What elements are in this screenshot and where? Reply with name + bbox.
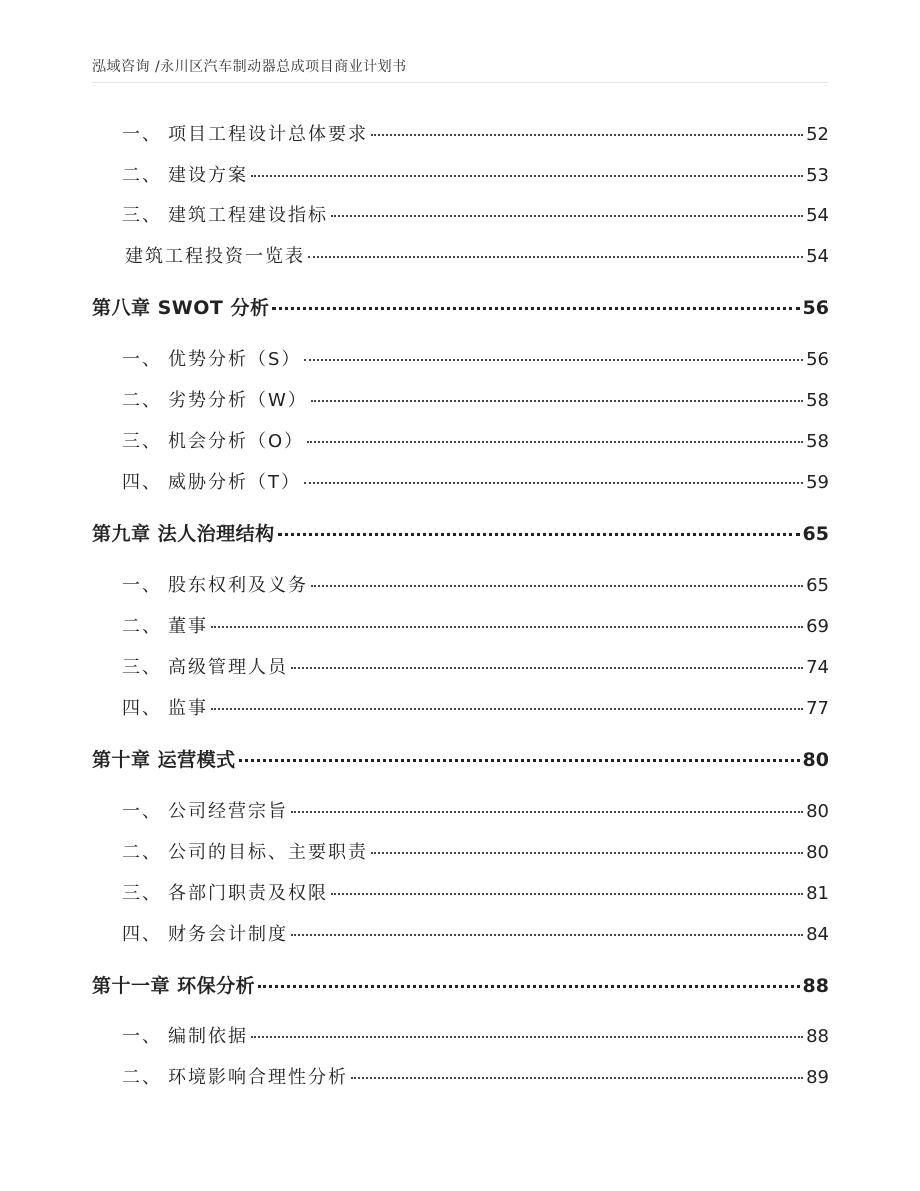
toc-entry-page: 88 <box>806 1026 829 1047</box>
toc-entry-number: 二、 <box>122 390 162 411</box>
toc-chapter-page: 88 <box>802 975 829 997</box>
toc-entry-page: 69 <box>806 616 829 637</box>
toc-entry[interactable] <box>92 656 829 680</box>
toc-chapter-title: 第十章 运营模式 <box>92 749 236 771</box>
toc-entry-page: 56 <box>806 349 829 370</box>
toc-chapter-page: 65 <box>802 523 829 545</box>
toc-entry-page: 80 <box>806 842 829 863</box>
toc-entry-number: 一、 <box>122 124 162 145</box>
toc-entry-page: 54 <box>806 205 829 226</box>
toc-entry[interactable] <box>92 204 829 228</box>
dot-leader <box>272 307 799 310</box>
toc-entry-page: 81 <box>806 883 829 904</box>
toc-entry-page: 77 <box>806 698 829 719</box>
toc-entry-number: 二、 <box>122 842 162 863</box>
toc-entry-title: 建筑工程建设指标 <box>168 205 328 226</box>
toc-entry-title: 股东权利及义务 <box>168 575 308 596</box>
toc-entry-number: 三、 <box>122 205 162 226</box>
toc-entry[interactable] <box>92 348 829 372</box>
toc-entry-page: 53 <box>806 165 829 186</box>
toc-chapter-title: 第九章 法人治理结构 <box>92 523 275 545</box>
toc-entry[interactable] <box>92 923 829 947</box>
dot-leader <box>371 134 803 136</box>
toc-entry[interactable] <box>92 574 829 598</box>
toc-entry-number: 三、 <box>122 883 162 904</box>
dot-leader <box>308 256 803 258</box>
toc-entry-title: 项目工程设计总体要求 <box>168 124 368 145</box>
toc-entry-title: 各部门职责及权限 <box>168 883 328 904</box>
toc-entry[interactable] <box>92 1025 829 1049</box>
toc-entry[interactable] <box>92 1066 829 1090</box>
toc-entry-title: 董事 <box>168 616 208 637</box>
dot-leader <box>307 441 803 443</box>
toc-entry-title: 高级管理人员 <box>168 657 288 678</box>
toc-entry-number: 一、 <box>122 801 162 822</box>
toc-entry[interactable] <box>92 471 829 495</box>
toc-entry[interactable] <box>92 615 829 639</box>
toc-entry-number: 二、 <box>122 1067 162 1088</box>
toc-entry-page: 84 <box>806 924 829 945</box>
toc-entry[interactable] <box>92 245 829 269</box>
dot-leader <box>211 626 803 628</box>
toc-entry-title: 建筑工程投资一览表 <box>125 246 305 267</box>
toc-chapter-page: 56 <box>802 297 829 319</box>
toc-entry-number: 一、 <box>122 1026 162 1047</box>
toc-entry[interactable] <box>92 841 829 865</box>
dot-leader <box>311 400 803 402</box>
dot-leader <box>251 175 803 177</box>
toc-entry-number: 四、 <box>122 472 162 493</box>
dot-leader <box>251 1036 803 1038</box>
dot-leader <box>258 985 799 988</box>
toc-entry[interactable] <box>92 123 829 147</box>
dot-leader <box>278 533 800 536</box>
dot-leader <box>371 852 803 854</box>
dot-leader <box>304 482 803 484</box>
toc-entry-number: 三、 <box>122 657 162 678</box>
toc-entry-page: 54 <box>806 246 829 267</box>
toc-chapter[interactable] <box>92 522 829 546</box>
toc-chapter[interactable] <box>92 974 829 998</box>
toc-entry-title: 环境影响合理性分析 <box>168 1067 348 1088</box>
toc-entry-page: 65 <box>806 575 829 596</box>
toc-entry-page: 58 <box>806 431 829 452</box>
toc-chapter[interactable] <box>92 296 829 320</box>
toc-entry[interactable] <box>92 882 829 906</box>
running-header: 泓域咨询 /永川区汽车制动器总成项目商业计划书 <box>92 59 407 75</box>
toc-entry-number: 二、 <box>122 616 162 637</box>
toc-entry-title: 威胁分析（T） <box>168 472 301 493</box>
toc-entry-page: 59 <box>806 472 829 493</box>
toc-entry-title: 公司经营宗旨 <box>168 801 288 822</box>
dot-leader <box>304 359 803 361</box>
dot-leader <box>211 708 803 710</box>
dot-leader <box>291 934 803 936</box>
toc-entry-page: 74 <box>806 657 829 678</box>
toc-entry-number: 四、 <box>122 924 162 945</box>
toc-chapter-title: 第十一章 环保分析 <box>92 975 256 997</box>
toc-entry[interactable] <box>92 800 829 824</box>
toc-entry-title: 财务会计制度 <box>168 924 288 945</box>
toc-entry[interactable] <box>92 389 829 413</box>
toc-entry-page: 58 <box>806 390 829 411</box>
toc-chapter[interactable] <box>92 748 829 772</box>
toc-entry-page: 80 <box>806 801 829 822</box>
dot-leader <box>351 1077 803 1079</box>
toc-entry-title: 公司的目标、主要职责 <box>168 842 368 863</box>
toc-entry-title: 机会分析（O） <box>168 431 305 452</box>
dot-leader <box>331 215 803 217</box>
toc-entry-number: 一、 <box>122 575 162 596</box>
toc-entry-title: 编制依据 <box>168 1026 248 1047</box>
dot-leader <box>331 893 803 895</box>
toc-entry-number: 三、 <box>122 431 162 452</box>
dot-leader <box>291 667 803 669</box>
toc-entry[interactable] <box>92 430 829 454</box>
dot-leader <box>291 811 803 813</box>
toc-entry-title: 优势分析（S） <box>168 349 302 370</box>
toc-chapter-title: 第八章 SWOT 分析 <box>92 297 270 319</box>
dot-leader <box>239 759 800 762</box>
toc-entry-number: 一、 <box>122 349 162 370</box>
toc-entry-title: 监事 <box>168 698 208 719</box>
toc-entry[interactable] <box>92 697 829 721</box>
toc-entry-title: 建设方案 <box>168 165 248 186</box>
toc-chapter-page: 80 <box>802 749 829 771</box>
toc-entry-page: 89 <box>806 1067 829 1088</box>
dot-leader <box>311 585 803 587</box>
toc-entry-number: 四、 <box>122 698 162 719</box>
toc-entry[interactable] <box>92 164 829 188</box>
toc-entry-number: 二、 <box>122 165 162 186</box>
table-of-contents <box>92 0 829 1191</box>
toc-entry-page: 52 <box>806 124 829 145</box>
toc-entry-title: 劣势分析（W） <box>168 390 308 411</box>
